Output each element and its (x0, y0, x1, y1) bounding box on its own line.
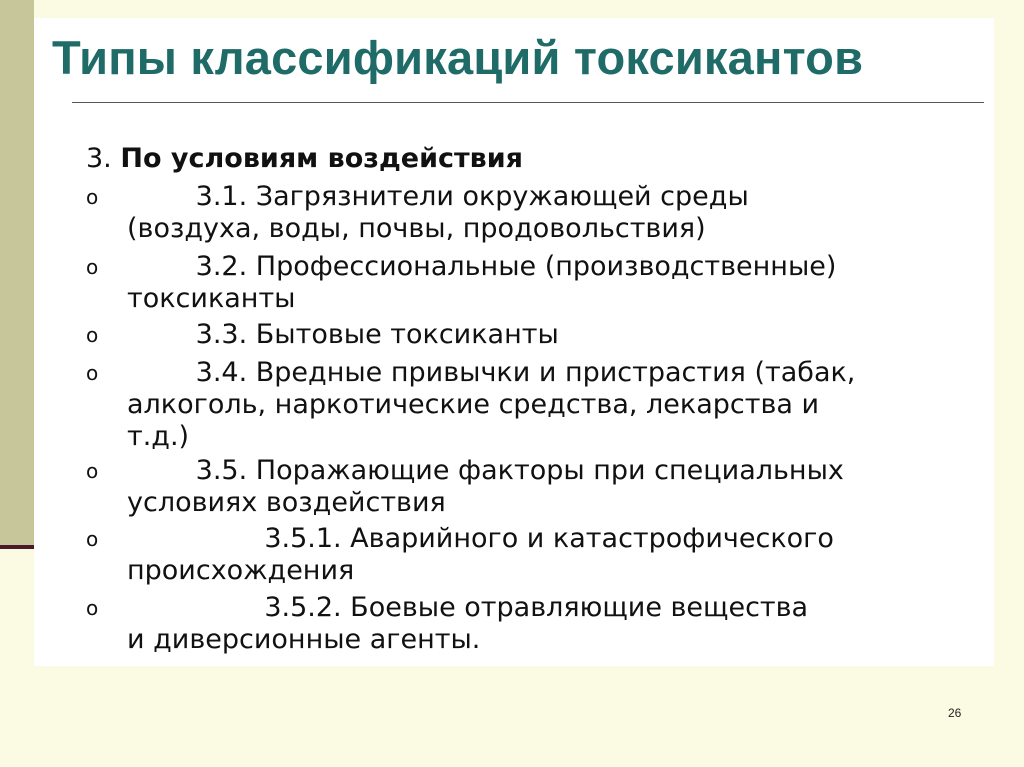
section-heading (86, 143, 523, 174)
list-item (86, 251, 987, 315)
list-item-line: токсиканты (127, 283, 296, 314)
list-item-line: 3.2. Профессиональные (производственные) (127, 251, 837, 282)
bullet-icon: o (86, 527, 99, 551)
bullet-icon: o (86, 596, 99, 620)
list-item-line: 3.1. Загрязнители окружающей среды (127, 181, 749, 212)
section-title: По условиям воздействия (120, 143, 523, 174)
list-item-line: и диверсионные агенты. (127, 624, 481, 655)
list-item (86, 455, 987, 519)
bullet-icon: o (86, 185, 99, 209)
title-divider (72, 102, 984, 103)
list-item (86, 357, 987, 453)
bullet-icon: o (86, 323, 99, 347)
bullet-icon: o (86, 361, 99, 385)
list-item (86, 523, 987, 587)
page-number: 26 (948, 706, 962, 720)
slide-title: Типы классификаций токсикантов (52, 31, 864, 84)
list-item-line: т.д.) (127, 421, 190, 452)
section-number: 3. (86, 143, 112, 174)
list-item-line: 3.5.2. Боевые отравляющие вещества (127, 592, 809, 623)
list-item-line: 3.4. Вредные привычки и пристрастия (табак, (127, 357, 856, 388)
list-item-line: условиях воздействия (127, 487, 446, 518)
list-item (86, 319, 987, 351)
list-item-line: 3.3. Бытовые токсиканты (127, 319, 559, 350)
bullet-icon: o (86, 255, 99, 279)
list-item (86, 181, 987, 245)
list-item-line: 3.5.1. Аварийного и катастрофического (127, 523, 834, 554)
list-item (86, 592, 987, 656)
list-item-line: алкоголь, наркотические средства, лекарства и (127, 389, 820, 420)
list-item-line: 3.5. Поражающие факторы при специальных (127, 455, 844, 486)
list-item-line: происхождения (127, 555, 355, 586)
list-item-line: (воздуха, воды, почвы, продовольствия) (127, 213, 706, 244)
side-accent-bar (0, 0, 34, 545)
bullet-icon: o (86, 459, 99, 483)
